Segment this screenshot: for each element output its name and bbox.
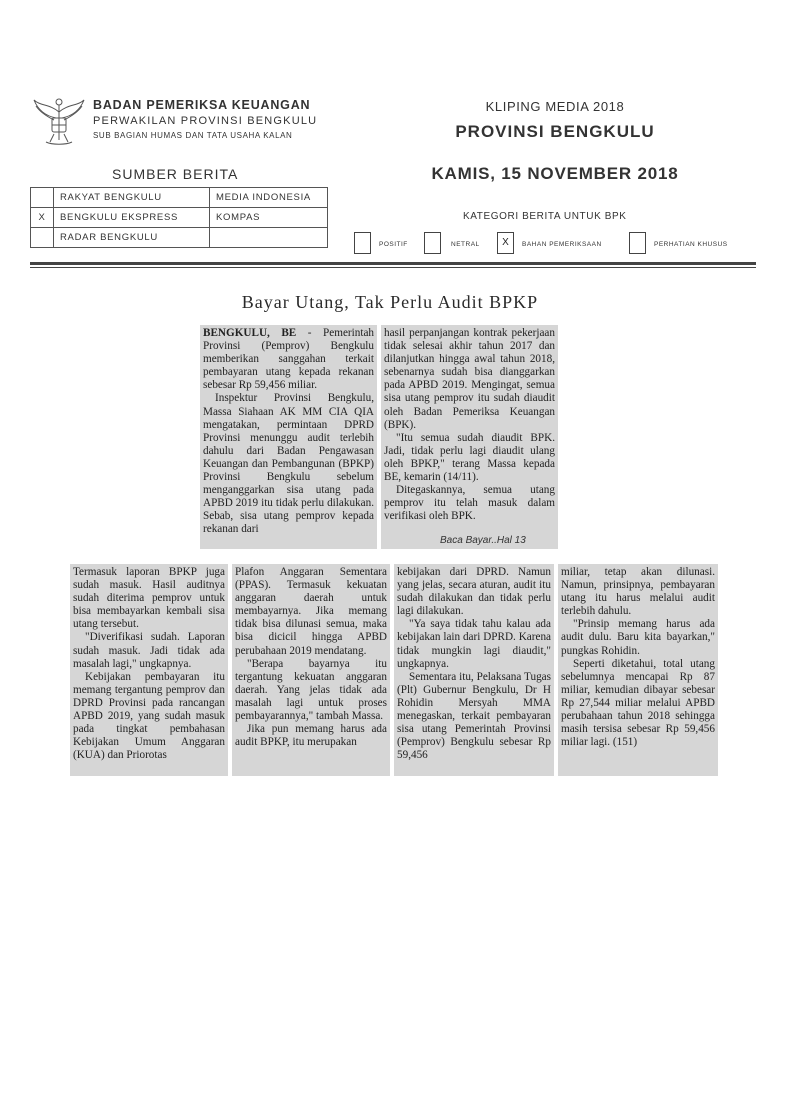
article-paragraph: Sementara itu, Pelaksana Tugas (Plt) Gubernur Bengkulu, Dr H Rohidin Mersyah MMA menegaskan, terkait pembayaran sisa utang Pemerintah Provinsi (Pemprov) Bengkulu sebesar Rp 59,456 (397, 670, 551, 762)
article-paragraph: Inspektur Provinsi Bengkulu, Massa Siahaan AK MM CIA QIA mengatakan, permintaan DPRD Provinsi menunggu audit terlebih dahulu dari Badan Pengawasan Keuangan dan Pembangunan (BPKP) Provinsi Bengkulu sebelum menganggarkan sisa utang pada APBD 2019 itu tidak perlu dilakukan. Sebab, sisa utang pemprov kepada rekanan dari (203, 392, 374, 536)
article-paragraph: "Diverifikasi sudah. Laporan sudah masuk. Jadi tidak ada masalah lagi," ungkapnya. (73, 631, 225, 670)
source-name: BENGKULU EKSPRESS (54, 208, 210, 228)
article-column-2 (381, 325, 558, 549)
article-paragraph: kebijakan dari DPRD. Namun yang jelas, secara aturan, audit itu sudah dilakukan dan tidak perlu lagi dilakukan. (397, 566, 551, 618)
article-paragraph: BENGKULU, BE - Pemerintah Provinsi (Pemprov) Bengkulu memberikan sanggahan terkait pembayaran utang kepada rekanan sebesar Rp 59,456 miliar. (203, 327, 374, 392)
category-label-perhatian-khusus: PERHATIAN KHUSUS (654, 241, 728, 248)
sources-row (31, 208, 328, 228)
continued-reference: Baca Bayar..Hal 13 (440, 535, 526, 546)
article-column-1 (200, 325, 377, 549)
sources-row (31, 188, 328, 208)
category-label-bahan-pemeriksaan: BAHAN PEMERIKSAAN (522, 241, 602, 248)
category-label-netral: NETRAL (451, 241, 480, 248)
article-paragraph: Termasuk laporan BPKP juga sudah masuk. Hasil auditnya sudah diterima pemprov untuk bisa membayarkan kembali sisa utang tersebut. (73, 566, 225, 631)
category-checkbox-perhatian-khusus[interactable] (629, 232, 646, 254)
article-paragraph: "Berapa bayarnya itu tergantung kekuatan anggaran daerah. Yang jelas tidak ada masalah lagi untuk proses pembayarannya," tambah Massa. (235, 657, 387, 723)
sources-title: SUMBER BERITA (112, 166, 239, 182)
article-headline: Bayar Utang, Tak Perlu Audit BPKP (241, 292, 539, 312)
source-name (210, 228, 328, 248)
sources-table (30, 187, 328, 248)
source-mark: X (31, 208, 54, 228)
publication-date: KAMIS, 15 NOVEMBER 2018 (431, 164, 679, 183)
article-paragraph: Kebijakan pembayaran itu memang tergantung pemprov dan DPRD Provinsi pada rancangan APBD 2019, yang sudah masuk pada tingkat pembahasan Kebijakan Umum Anggaran (KUA) dan Priorotas (73, 670, 225, 762)
org-name: BADAN PEMERIKSA KEUANGAN (93, 98, 311, 112)
article-column-6 (558, 564, 718, 776)
article-paragraph: "Prinsip memang harus ada audit dulu. Baru kita bayarkan," pungkas Rohidin. (561, 618, 715, 657)
org-branch: PERWAKILAN PROVINSI BENGKULU (93, 115, 318, 127)
article-paragraph: Ditegaskannya, semua utang pemprov itu telah masuk dalam verifikasi oleh BPK. (384, 484, 555, 523)
org-subdivision: SUB BAGIAN HUMAS DAN TATA USAHA KALAN (93, 131, 293, 140)
article-paragraph: Jika pun memang harus ada audit BPKP, itu merupakan (235, 723, 387, 749)
source-name: RAKYAT BENGKULU (54, 188, 210, 208)
category-title: KATEGORI BERITA UNTUK BPK (463, 211, 627, 222)
category-checkbox-bahan-pemeriksaan[interactable]: X (497, 232, 514, 254)
category-checkbox-netral[interactable] (424, 232, 441, 254)
source-mark (31, 228, 54, 248)
article-paragraph: Seperti diketahui, total utang sebelumnya mencapai Rp 87 miliar, kemudian dibayar sebesar Rp 27,544 miliar melalui APBD perubahaan tahun 2018 sehingga masih tersisa sebesar Rp 59,456 miliar lagi. (151) (561, 657, 715, 749)
sources-row (31, 228, 328, 248)
article-column-5 (394, 564, 554, 776)
header-divider-thin (30, 267, 756, 268)
province-title: PROVINSI BENGKULU (455, 122, 655, 141)
article-column-4 (232, 564, 390, 776)
article-paragraph: hasil perpanjangan kontrak pekerjaan tidak selesai akhir tahun 2017 dan dilanjutkan hingga awal tahun 2018, sebenarnya sudah bisa dianggarkan pada APBD 2019. Mengingat, semua sisa utang pemprov itu sudah diaudit oleh Badan Pemeriksa Keuangan (BPK). (384, 327, 555, 431)
garuda-emblem-icon (30, 90, 88, 148)
category-label-positif: POSITIF (379, 241, 408, 248)
article-paragraph: "Itu semua sudah diaudit BPK. Jadi, tidak perlu lagi diaudit ulang oleh BPKP," terang Massa kepada BE, kemarin (14/11). (384, 431, 555, 484)
source-name: MEDIA INDONESIA (210, 188, 328, 208)
article-paragraph: miliar, tetap akan dilunasi. Namun, prinsipnya, pembayaran utang itu harus melalui audit terlebih dahulu. (561, 566, 715, 618)
source-mark (31, 188, 54, 208)
article-dateline: BENGKULU, BE (203, 327, 297, 339)
source-name: RADAR BENGKULU (54, 228, 210, 248)
kliping-title: KLIPING MEDIA 2018 (485, 99, 625, 114)
header-divider (30, 262, 756, 265)
article-paragraph: "Ya saya tidak tahu kalau ada kebijakan lain dari DPRD. Karena tidak mungkin lagi diaudit," ungkapnya. (397, 618, 551, 670)
article-paragraph: Plafon Anggaran Sementara (PPAS). Termasuk kekuatan anggaran daerah untuk membayarnya. Jika memang tidak bisa dilunasi semua, maka bisa dicicil hingga APBD perubahaan 2019 mendatang. (235, 566, 387, 657)
article-column-3 (70, 564, 228, 776)
category-checkbox-positif[interactable] (354, 232, 371, 254)
source-name: KOMPAS (210, 208, 328, 228)
